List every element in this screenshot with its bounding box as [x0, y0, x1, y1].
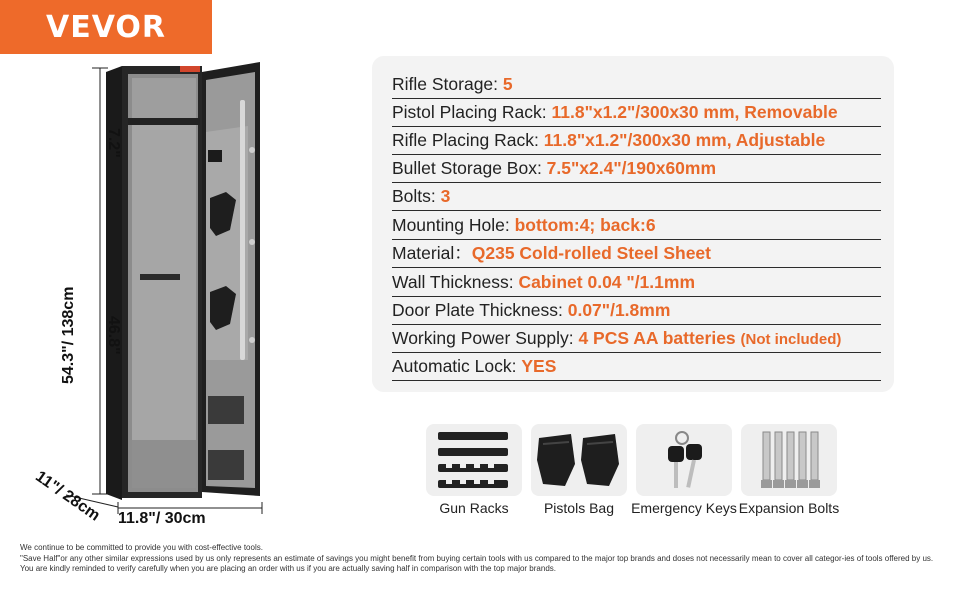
spec-label: Automatic Lock:	[392, 356, 522, 376]
dim-depth: 11"/ 28cm	[32, 468, 103, 525]
dim-top-height: 7.2"	[105, 128, 122, 158]
spec-value: 3	[440, 186, 451, 206]
spec-row-rifle-storage	[392, 70, 881, 99]
spec-value: 0.07"/1.8mm	[567, 300, 671, 320]
spec-note: (Not included)	[740, 331, 842, 348]
disclaimer-line: We continue to be committed to provide you with cost-effective tools.	[20, 543, 263, 552]
spec-row-automatic-lock	[392, 352, 881, 381]
disclaimer-line: You are kindly reminded to verify carefully when you are placing an order with us if you are actually saving half in comparison with the top major brands.	[20, 564, 556, 573]
spec-row-pistol-rack	[392, 98, 881, 127]
spec-label: Mounting Hole:	[392, 215, 515, 235]
spec-label: Rifle Placing Rack:	[392, 130, 544, 150]
spec-label: Bullet Storage Box:	[392, 158, 547, 178]
disclaimer	[20, 543, 960, 575]
spec-label: Bolts:	[392, 186, 441, 206]
spec-row-door-thickness	[392, 296, 881, 325]
dim-total-height: 54.3"/ 138cm	[60, 286, 77, 384]
spec-value: 11.8"x1.2"/300x30 mm, Removable	[551, 102, 838, 122]
accessory-label: Emergency Keys	[631, 500, 737, 516]
spec-row-power-supply	[392, 324, 881, 353]
spec-value: 7.5"x2.4"/190x60mm	[546, 158, 717, 178]
accessory-pistols-bag-image	[531, 424, 627, 496]
accessory-label: Expansion Bolts	[738, 500, 840, 516]
spec-value: YES	[521, 356, 557, 376]
key-icon	[636, 424, 732, 496]
spec-label: Rifle Storage:	[392, 74, 503, 94]
spec-value: Q235 Cold-rolled Steel Sheet	[471, 243, 711, 263]
bolt-icon	[741, 424, 837, 496]
dim-width: 11.8"/ 30cm	[118, 510, 206, 527]
spec-label: Working Power Supply:	[392, 328, 579, 348]
accessory-label: Pistols Bag	[543, 500, 615, 516]
gun-safe-image	[0, 54, 360, 544]
spec-value: 11.8"x1.2"/300x30 mm, Adjustable	[543, 130, 826, 150]
spec-row-mounting-hole	[392, 211, 881, 240]
accessory-gun-racks-image	[426, 424, 522, 496]
accessory-bolts-image	[741, 424, 837, 496]
accessory-keys-image	[636, 424, 732, 496]
accessory-label: Gun Racks	[439, 500, 509, 516]
pistol-bag-icon	[531, 424, 627, 496]
dim-inner-height: 46.8"	[105, 316, 122, 355]
spec-label: Pistol Placing Rack:	[392, 102, 552, 122]
product-illustration	[0, 54, 360, 544]
spec-value: 5	[502, 74, 513, 94]
spec-row-bolts	[392, 182, 881, 211]
logo-text: VEVOR	[45, 9, 166, 45]
spec-row-wall-thickness	[392, 268, 881, 297]
spec-label: Door Plate Thickness:	[392, 300, 568, 320]
spec-row-material	[392, 239, 881, 268]
spec-value: Cabinet 0.04 "/1.1mm	[518, 272, 696, 292]
spec-row-rifle-rack	[392, 126, 881, 155]
spec-row-bullet-box	[392, 154, 881, 183]
spec-label: Material：	[392, 243, 472, 263]
brand-logo	[0, 0, 212, 54]
spec-value: bottom:4; back:6	[514, 215, 656, 235]
spec-label: Wall Thickness:	[392, 272, 519, 292]
spec-value: 4 PCS AA batteries	[578, 328, 741, 348]
gun-rack-icon	[426, 424, 522, 496]
disclaimer-line: "Save Half"or any other similar expressions used by us only represents an estimate of savings you might benefit from buying certain tools with us compared to the major top brands and doses not necessarily mean to cover all categor-ies of tools offered by us.	[20, 553, 934, 563]
